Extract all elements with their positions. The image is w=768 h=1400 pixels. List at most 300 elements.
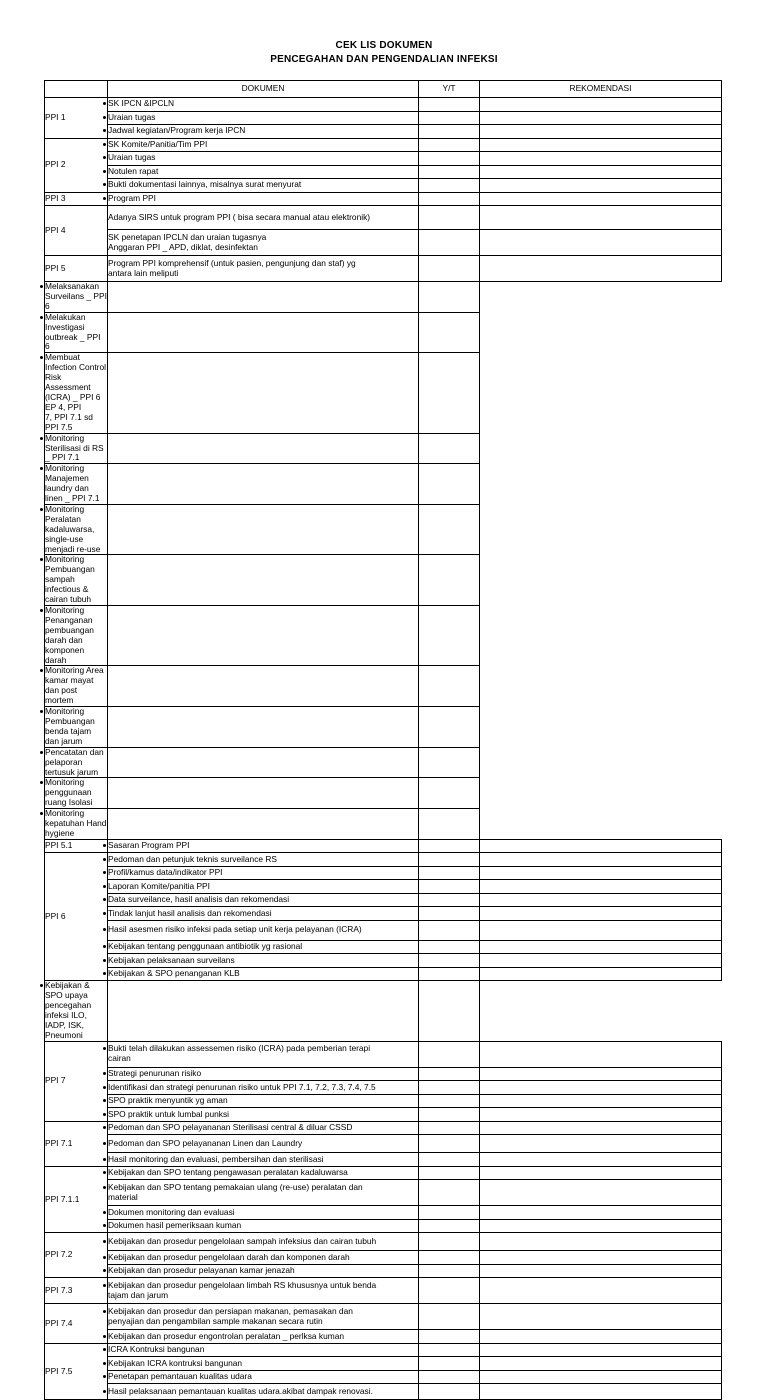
document-item-wrap xyxy=(108,1237,418,1247)
document-item xyxy=(108,907,419,921)
rekomendasi-cell[interactable] xyxy=(419,282,480,313)
rekomendasi-cell[interactable] xyxy=(419,747,480,778)
rekomendasi-cell[interactable] xyxy=(480,1067,722,1081)
table-row xyxy=(45,893,722,907)
document-item-wrap xyxy=(108,213,418,223)
document-item-wrap xyxy=(108,113,418,123)
rekomendasi-cell[interactable] xyxy=(480,1384,722,1400)
yt-cell[interactable] xyxy=(419,880,480,894)
document-item xyxy=(108,920,419,940)
document-item-text: Melakukan Investigasi outbreak _ PPI 6 xyxy=(45,311,101,352)
bullet-icon xyxy=(40,467,43,470)
document-item xyxy=(108,866,419,880)
yt-cell[interactable] xyxy=(419,98,480,112)
bullet-icon xyxy=(103,885,106,888)
group-label: PPI 7 xyxy=(45,1041,108,1121)
yt-cell[interactable] xyxy=(108,353,419,433)
document-item xyxy=(108,1166,419,1180)
rekomendasi-cell[interactable] xyxy=(480,940,722,954)
yt-cell[interactable] xyxy=(419,893,480,907)
document-item xyxy=(108,230,419,256)
yt-cell[interactable] xyxy=(108,747,419,778)
document-item-text: Bukti telah dilakukan assessemen risiko (ICRA) pada pemberian terapi cairan xyxy=(108,1043,371,1064)
table-row xyxy=(45,747,722,778)
rekomendasi-cell[interactable] xyxy=(419,666,480,707)
document-item-wrap xyxy=(45,606,107,665)
yt-cell[interactable] xyxy=(419,1153,480,1167)
document-item-text: Kebijakan & SPO upaya pencegahan infeksi ILO, IADP, ISK, Pneumoni xyxy=(45,980,92,1040)
table-row xyxy=(45,152,722,166)
yt-cell[interactable] xyxy=(419,256,480,282)
table-row xyxy=(45,504,722,555)
rekomendasi-cell[interactable] xyxy=(480,179,722,193)
table-row xyxy=(45,1304,722,1330)
rekomendasi-cell[interactable] xyxy=(419,606,480,666)
yt-cell[interactable] xyxy=(419,1219,480,1233)
bullet-icon xyxy=(103,1362,106,1365)
document-item-text: Hasil pelaksanaan pemantauan kualitas udara.akibat dampak renovasi. xyxy=(108,1385,373,1396)
document-item xyxy=(108,1180,419,1206)
rekomendasi-cell[interactable] xyxy=(480,1343,722,1357)
group-label: PPI 7.3 xyxy=(45,1278,108,1304)
rekomendasi-cell[interactable] xyxy=(480,1219,722,1233)
table-row xyxy=(45,165,722,179)
table-row xyxy=(45,1330,722,1344)
yt-cell[interactable] xyxy=(419,230,480,256)
yt-cell[interactable] xyxy=(108,707,419,748)
document-item-text: SPO praktik menyuntik yg aman xyxy=(108,1095,228,1106)
yt-cell[interactable] xyxy=(419,1343,480,1357)
document-item xyxy=(108,1278,419,1304)
yt-cell[interactable] xyxy=(108,433,419,464)
yt-cell[interactable] xyxy=(108,504,419,555)
table-row xyxy=(45,111,722,125)
table-row xyxy=(45,1219,722,1233)
document-item xyxy=(108,940,419,954)
checklist-table xyxy=(44,80,722,1400)
document-item-text: Bukti dokumentasi lainnya, misalnya surat menyurat xyxy=(108,179,302,190)
table-row xyxy=(45,1370,722,1384)
document-item-text: Melaksanakan Surveilans _ PPI 6 xyxy=(45,281,107,311)
document-item xyxy=(108,192,419,206)
document-item xyxy=(108,256,419,282)
document-item-wrap xyxy=(108,855,418,865)
document-item-wrap xyxy=(45,707,107,747)
document-item xyxy=(108,165,419,179)
yt-cell[interactable] xyxy=(419,1330,480,1344)
document-item xyxy=(108,138,419,152)
table-row xyxy=(45,353,722,433)
yt-cell[interactable] xyxy=(419,1180,480,1206)
table-row xyxy=(45,666,722,707)
table-row xyxy=(45,907,722,921)
document-item xyxy=(108,1330,419,1344)
rekomendasi-cell[interactable] xyxy=(480,111,722,125)
yt-cell[interactable] xyxy=(419,1067,480,1081)
rekomendasi-cell[interactable] xyxy=(480,1180,722,1206)
rekomendasi-cell[interactable] xyxy=(480,839,722,853)
rekomendasi-cell[interactable] xyxy=(480,1264,722,1278)
rekomendasi-cell[interactable] xyxy=(419,778,480,809)
table-row xyxy=(45,1094,722,1108)
document-item xyxy=(108,954,419,968)
rekomendasi-cell[interactable] xyxy=(480,1081,722,1095)
document-item xyxy=(108,1081,419,1095)
rekomendasi-cell[interactable] xyxy=(419,353,480,433)
document-item xyxy=(45,282,108,313)
group-label: PPI 4 xyxy=(45,206,108,256)
document-item-text: Kebijakan ICRA kontruksi bangunan xyxy=(108,1357,243,1368)
document-item-text: Kebijakan dan SPO tentang pemakaian ulang (re-use) peralatan dan material xyxy=(108,1181,363,1202)
yt-cell[interactable] xyxy=(108,555,419,606)
document-item-text: SK Komite/Panitia/Tim PPI xyxy=(108,138,208,149)
table-row xyxy=(45,125,722,139)
document-item-text: Uraian tugas xyxy=(108,152,156,163)
rekomendasi-cell[interactable] xyxy=(480,1304,722,1330)
document-item xyxy=(45,778,108,809)
yt-cell[interactable] xyxy=(419,967,480,981)
document-item xyxy=(108,1067,419,1081)
rekomendasi-cell[interactable] xyxy=(480,853,722,867)
yt-cell[interactable] xyxy=(419,152,480,166)
rekomendasi-cell[interactable] xyxy=(480,1370,722,1384)
rekomendasi-cell[interactable] xyxy=(480,1251,722,1265)
yt-cell[interactable] xyxy=(419,954,480,968)
rekomendasi-cell[interactable] xyxy=(480,1041,722,1067)
document-item xyxy=(108,1357,419,1371)
document-item-wrap xyxy=(108,1044,418,1064)
rekomendasi-cell[interactable] xyxy=(419,312,480,353)
document-item-wrap xyxy=(45,505,107,555)
document-item-text: Monitoring Sterilisasi di RS _ PPI 7.1 xyxy=(45,432,104,463)
yt-cell[interactable] xyxy=(419,206,480,230)
rekomendasi-cell[interactable] xyxy=(480,1108,722,1122)
document-item-wrap xyxy=(108,1281,418,1301)
yt-cell[interactable] xyxy=(419,1108,480,1122)
yt-cell[interactable] xyxy=(419,1135,480,1153)
group-label: PPI 2 xyxy=(45,138,108,192)
yt-cell[interactable] xyxy=(419,125,480,139)
group-header xyxy=(45,81,108,98)
table-row xyxy=(45,1081,722,1095)
group-label: PPI 7.2 xyxy=(45,1233,108,1278)
bullet-icon xyxy=(40,609,43,612)
table-row xyxy=(45,230,722,256)
rekomendasi-cell[interactable] xyxy=(480,866,722,880)
bullet-icon xyxy=(103,1158,106,1161)
document-item-text: Hasil monitoring dan evaluasi, pembersihan dan sterilisasi xyxy=(108,1153,324,1164)
document-item xyxy=(108,1121,419,1135)
table-row xyxy=(45,809,722,840)
document-item-wrap xyxy=(45,464,107,504)
document-item-text: Profil/kamus data/indikator PPI xyxy=(108,867,223,878)
document-item-wrap xyxy=(108,1183,418,1203)
yt-cell[interactable] xyxy=(108,464,419,505)
rekomendasi-cell[interactable] xyxy=(480,152,722,166)
document-item-wrap xyxy=(108,153,418,163)
document-item-wrap xyxy=(45,778,107,808)
table-row xyxy=(45,880,722,894)
document-item-wrap xyxy=(108,1372,418,1382)
group-label: PPI 7.4 xyxy=(45,1304,108,1344)
bullet-icon xyxy=(40,669,43,672)
document-item-text: Pedoman dan SPO pelayananan Sterilisasi central & diluar CSSD xyxy=(108,1122,353,1133)
document-item-text: Sasaran Program PPI xyxy=(108,840,190,851)
document-item-text: Monitoring Area kamar mayat dan post mortem xyxy=(45,665,104,706)
table-row xyxy=(45,707,722,748)
bullet-icon xyxy=(103,1240,106,1243)
document-item-text: Monitoring kepatuhan Hand hygiene xyxy=(45,808,107,838)
document-item-text: Dokumen hasil pemeriksaan kuman xyxy=(108,1220,242,1231)
yt-cell[interactable] xyxy=(419,1264,480,1278)
checklist-body xyxy=(45,98,722,1400)
document-item-wrap xyxy=(108,259,418,279)
document-item-wrap xyxy=(108,180,418,190)
bullet-icon xyxy=(40,751,43,754)
rekomendasi-cell[interactable] xyxy=(480,206,722,230)
document-item-text: SPO praktik untuk lumbal punksi xyxy=(108,1108,230,1119)
document-item xyxy=(108,152,419,166)
table-row xyxy=(45,853,722,867)
bullet-icon xyxy=(103,1310,106,1313)
document-item-text: Kebijakan dan prosedur dan persiapan makanan, pemasakan dan penyajian dan pengambilan sample makanan secara rutin xyxy=(108,1305,353,1326)
yt-cell[interactable] xyxy=(419,165,480,179)
document-item-wrap xyxy=(108,1387,418,1397)
bullet-icon xyxy=(103,858,106,861)
rekomendasi-cell[interactable] xyxy=(480,920,722,940)
yt-cell[interactable] xyxy=(419,866,480,880)
document-item xyxy=(45,433,108,464)
document-title: CEK LIS DOKUMEN xyxy=(335,40,433,51)
rekomendasi-cell[interactable] xyxy=(480,1233,722,1251)
document-item xyxy=(45,747,108,778)
document-item-wrap xyxy=(108,167,418,177)
document-item xyxy=(45,312,108,353)
yt-cell[interactable] xyxy=(419,1357,480,1371)
bullet-icon xyxy=(40,508,43,511)
document-item-wrap xyxy=(108,140,418,150)
table-row xyxy=(45,433,722,464)
bullet-icon xyxy=(40,558,43,561)
document-item-text: Identifikasi dan strategi penurunan risiko untuk PPI 7.1, 7.2, 7.3, 7.4, 7.5 xyxy=(108,1081,376,1092)
document-item-wrap xyxy=(108,1307,418,1327)
document-item-wrap xyxy=(108,1221,418,1231)
rekomendasi-cell[interactable] xyxy=(480,1206,722,1220)
bullet-icon xyxy=(103,912,106,915)
rekomendasi-cell[interactable] xyxy=(419,504,480,555)
rekomendasi-cell[interactable] xyxy=(480,98,722,112)
document-item xyxy=(108,1264,419,1278)
document-item-wrap xyxy=(108,1123,418,1133)
rekomendasi-cell[interactable] xyxy=(480,954,722,968)
rekomendasi-cell[interactable] xyxy=(480,893,722,907)
document-item-text: Kebijakan dan prosedur pengelolaan darah dan komponen darah xyxy=(108,1251,350,1262)
document-item-text: Notulen rapat xyxy=(108,165,159,176)
yt-cell[interactable] xyxy=(419,839,480,853)
yt-cell[interactable] xyxy=(419,1206,480,1220)
yt-cell[interactable] xyxy=(108,282,419,313)
document-item xyxy=(108,179,419,193)
document-item xyxy=(108,1108,419,1122)
bullet-icon xyxy=(103,1335,106,1338)
rekomendasi-cell[interactable] xyxy=(480,1094,722,1108)
table-row xyxy=(45,606,722,666)
yt-cell[interactable] xyxy=(419,1384,480,1400)
document-item-text: Kebijakan dan prosedur pengelolaan limbah RS khususnya untuk benda tajam dan jarum xyxy=(108,1279,377,1300)
document-item-text: Kebijakan tentang penggunaan antibiotik yg rasional xyxy=(108,941,303,952)
yt-cell[interactable] xyxy=(108,778,419,809)
rekomendasi-cell[interactable] xyxy=(480,138,722,152)
document-item-wrap xyxy=(108,956,418,966)
document-item-wrap xyxy=(108,942,418,952)
table-row xyxy=(45,206,722,230)
document-item-text: Monitoring penggunaan ruang Isolasi xyxy=(45,777,93,808)
bullet-icon xyxy=(103,1142,106,1145)
document-item-wrap xyxy=(108,1168,418,1178)
table-row xyxy=(45,1264,722,1278)
document-item-text: Pedoman dan petunjuk teknis surveilance RS xyxy=(108,853,277,864)
rekomendasi-cell[interactable] xyxy=(419,809,480,840)
yt-cell[interactable] xyxy=(419,111,480,125)
yt-cell[interactable] xyxy=(419,192,480,206)
document-item-wrap xyxy=(45,555,107,605)
document-item-text: SK penetapan IPCLN dan uraian tugasnya Anggaran PPI _ APD, diklat, desinfektan xyxy=(108,231,267,252)
bullet-icon xyxy=(103,1211,106,1214)
yt-cell[interactable] xyxy=(419,1370,480,1384)
table-row xyxy=(45,282,722,313)
table-row xyxy=(45,179,722,193)
bullet-icon xyxy=(103,1390,106,1393)
yt-cell[interactable] xyxy=(108,666,419,707)
yt-cell[interactable] xyxy=(419,1094,480,1108)
table-row xyxy=(45,1233,722,1251)
document-item xyxy=(45,464,108,505)
document-item-wrap xyxy=(108,1155,418,1165)
table-row xyxy=(45,256,722,282)
document-item-text: Program PPI komprehensif (untuk pasien, pengunjung dan staf) yg antara lain meliputi xyxy=(108,257,356,278)
yt-cell[interactable] xyxy=(419,1081,480,1095)
yt-cell[interactable] xyxy=(419,940,480,954)
rekomendasi-cell[interactable] xyxy=(419,464,480,505)
document-item-text: Kebijakan dan prosedur engontrolan peralatan _ perlksa kuman xyxy=(108,1330,345,1341)
document-item-text: Kebijakan dan prosedur pengelolaan sampah infeksius dan cairan tubuh xyxy=(108,1235,377,1246)
table-row xyxy=(45,1251,722,1265)
yt-cell[interactable] xyxy=(419,1304,480,1330)
document-item xyxy=(108,1384,419,1400)
yt-cell[interactable] xyxy=(419,1278,480,1304)
document-item-wrap xyxy=(108,1332,418,1342)
yt-cell[interactable] xyxy=(108,809,419,840)
bullet-icon xyxy=(40,984,43,987)
rekomendasi-cell[interactable] xyxy=(480,125,722,139)
document-item-wrap xyxy=(45,748,107,778)
group-label: PPI 7.5 xyxy=(45,1343,108,1400)
document-item xyxy=(108,1219,419,1233)
document-item-wrap xyxy=(108,99,418,109)
document-item xyxy=(108,1135,419,1153)
document-item xyxy=(45,555,108,606)
rekomendasi-cell[interactable] xyxy=(480,1166,722,1180)
rekomendasi-cell[interactable] xyxy=(480,256,722,282)
bullet-icon xyxy=(103,1284,106,1287)
rekomendasi-cell[interactable] xyxy=(480,1153,722,1167)
rekomendasi-cell[interactable] xyxy=(480,192,722,206)
document-item xyxy=(108,98,419,112)
document-item-wrap xyxy=(108,1110,418,1120)
yt-cell[interactable] xyxy=(419,853,480,867)
document-item xyxy=(108,1233,419,1251)
yt-cell[interactable] xyxy=(419,1233,480,1251)
document-item-wrap xyxy=(45,353,107,432)
document-item xyxy=(108,1343,419,1357)
yt-cell[interactable] xyxy=(419,920,480,940)
rekomendasi-cell[interactable] xyxy=(480,967,722,981)
table-row xyxy=(45,954,722,968)
bullet-icon xyxy=(103,1086,106,1089)
yt-cell[interactable] xyxy=(419,907,480,921)
document-item-text: Jadwal kegiatan/Program kerja IPCN xyxy=(108,125,246,136)
rekomendasi-cell[interactable] xyxy=(480,907,722,921)
document-item xyxy=(45,606,108,666)
yt-cell[interactable] xyxy=(419,1251,480,1265)
document-item-wrap xyxy=(108,1096,418,1106)
document-item-wrap xyxy=(45,434,107,464)
document-item-wrap xyxy=(45,809,107,839)
yt-cell[interactable] xyxy=(419,1041,480,1067)
rekomendasi-cell[interactable] xyxy=(419,433,480,464)
document-item-wrap xyxy=(108,194,418,204)
document-item-wrap xyxy=(108,868,418,878)
rekomendasi-cell[interactable] xyxy=(419,555,480,606)
table-row xyxy=(45,778,722,809)
rekomendasi-cell[interactable] xyxy=(480,880,722,894)
rekomendasi-cell[interactable] xyxy=(480,165,722,179)
yt-cell[interactable] xyxy=(419,138,480,152)
document-item-text: Monitoring Pembuangan benda tajam dan jarum xyxy=(45,706,95,746)
yt-cell[interactable] xyxy=(419,1121,480,1135)
document-item-text: Pedoman dan SPO pelayananan Linen dan Laundry xyxy=(108,1137,303,1148)
table-row xyxy=(45,555,722,606)
rekomendasi-cell[interactable] xyxy=(480,230,722,256)
group-label: PPI 5 xyxy=(45,256,108,282)
rekomendasi-cell[interactable] xyxy=(480,1135,722,1153)
bullet-icon xyxy=(103,1186,106,1189)
document-item xyxy=(108,1370,419,1384)
rekomendasi-cell[interactable] xyxy=(480,1330,722,1344)
document-item-text: Monitoring Peralatan kadaluwarsa, single-use menjadi re-use xyxy=(45,503,101,554)
table-row xyxy=(45,1206,722,1220)
document-item-wrap xyxy=(108,969,418,979)
document-item-wrap xyxy=(108,882,418,892)
rekomendasi-cell[interactable] xyxy=(480,1357,722,1371)
yt-cell[interactable] xyxy=(108,981,419,1041)
yt-cell[interactable] xyxy=(419,179,480,193)
document-item-text: Uraian tugas xyxy=(108,111,156,122)
yt-cell[interactable] xyxy=(108,606,419,666)
bullet-icon xyxy=(40,437,43,440)
rekomendasi-cell[interactable] xyxy=(480,1121,722,1135)
rekomendasi-cell[interactable] xyxy=(480,1278,722,1304)
document-item xyxy=(108,1304,419,1330)
yt-cell[interactable] xyxy=(108,312,419,353)
bullet-icon xyxy=(103,959,106,962)
rekomendasi-cell[interactable] xyxy=(419,981,480,1041)
rekomendasi-cell[interactable] xyxy=(419,707,480,748)
table-row xyxy=(45,1041,722,1067)
document-item-text: Laporan Komite/panitia PPI xyxy=(108,880,210,891)
document-item xyxy=(108,880,419,894)
yt-cell[interactable] xyxy=(419,1166,480,1180)
